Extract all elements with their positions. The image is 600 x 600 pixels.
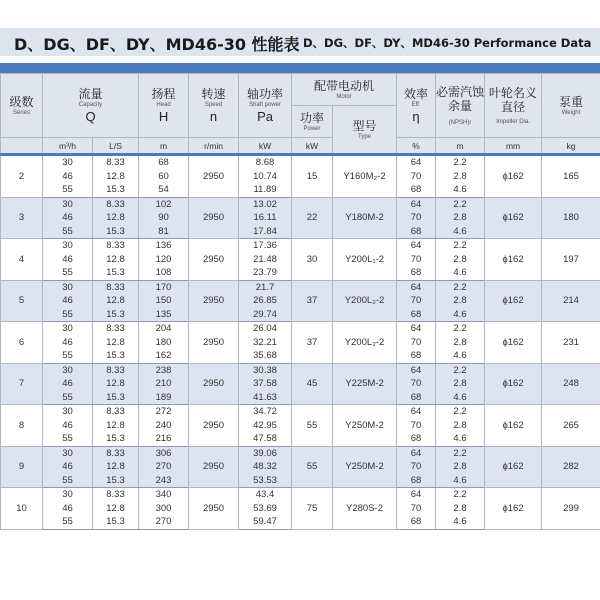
npsh-cell: 2.8 bbox=[436, 294, 485, 308]
impeller-dia-cell: ϕ162 bbox=[485, 280, 542, 322]
motor-type-cell: Y280S-2 bbox=[333, 488, 397, 530]
capacity-ls-cell: 15.3 bbox=[93, 183, 139, 197]
motor-power-cell: 37 bbox=[292, 322, 333, 364]
capacity-m3h-cell: 55 bbox=[43, 308, 93, 322]
unit-npsh: m bbox=[436, 138, 485, 155]
capacity-ls-cell: 12.8 bbox=[93, 253, 139, 267]
npsh-cell: 4.6 bbox=[436, 225, 485, 239]
capacity-ls-cell: 12.8 bbox=[93, 170, 139, 184]
npsh-cell: 2.8 bbox=[436, 211, 485, 225]
head-cell: 136 bbox=[139, 239, 189, 253]
table-body bbox=[1, 155, 600, 530]
col-header-motor: 配带电动机 Motor bbox=[292, 74, 397, 106]
weight-cell: 165 bbox=[542, 155, 600, 198]
head-cell: 306 bbox=[139, 446, 189, 460]
col-header-motor-type: 型号 Type bbox=[333, 106, 397, 155]
capacity-ls-cell: 12.8 bbox=[93, 419, 139, 433]
capacity-m3h-cell: 30 bbox=[43, 322, 93, 336]
capacity-ls-cell: 15.3 bbox=[93, 515, 139, 529]
motor-type-cell: Y200L₂-2 bbox=[333, 322, 397, 364]
head-cell: 340 bbox=[139, 488, 189, 502]
page-title-en: D、DG、DF、DY、MD46-30 Performance Data bbox=[303, 36, 592, 50]
capacity-m3h-cell: 46 bbox=[43, 211, 93, 225]
capacity-ls-cell: 8.33 bbox=[93, 363, 139, 377]
table-row bbox=[1, 280, 600, 294]
series-cell: 2 bbox=[1, 155, 43, 198]
capacity-m3h-cell: 30 bbox=[43, 197, 93, 211]
impeller-dia-cell: ϕ162 bbox=[485, 322, 542, 364]
table-row bbox=[1, 488, 600, 502]
eff-cell: 70 bbox=[397, 170, 436, 184]
table-row bbox=[1, 155, 600, 170]
speed-cell: 2950 bbox=[189, 446, 239, 488]
head-cell: 300 bbox=[139, 502, 189, 516]
head-cell: 189 bbox=[139, 391, 189, 405]
capacity-m3h-cell: 46 bbox=[43, 502, 93, 516]
npsh-cell: 2.2 bbox=[436, 488, 485, 502]
shaft-power-cell: 35.68 bbox=[239, 349, 292, 363]
capacity-ls-cell: 12.8 bbox=[93, 336, 139, 350]
npsh-cell: 2.8 bbox=[436, 170, 485, 184]
npsh-cell: 2.8 bbox=[436, 502, 485, 516]
head-cell: 238 bbox=[139, 363, 189, 377]
capacity-ls-cell: 15.3 bbox=[93, 349, 139, 363]
capacity-m3h-cell: 55 bbox=[43, 474, 93, 488]
npsh-cell: 2.2 bbox=[436, 239, 485, 253]
npsh-cell: 4.6 bbox=[436, 308, 485, 322]
head-cell: 270 bbox=[139, 515, 189, 529]
capacity-m3h-cell: 46 bbox=[43, 419, 93, 433]
shaft-power-cell: 59.47 bbox=[239, 515, 292, 529]
motor-power-cell: 30 bbox=[292, 239, 333, 281]
motor-power-cell: 75 bbox=[292, 488, 333, 530]
eff-cell: 70 bbox=[397, 211, 436, 225]
weight-cell: 282 bbox=[542, 446, 600, 488]
capacity-m3h-cell: 46 bbox=[43, 253, 93, 267]
head-cell: 68 bbox=[139, 155, 189, 170]
col-header-capacity: 流量 Capacity Q bbox=[43, 74, 139, 138]
col-header-shaft-power: 轴功率 Shaft power Pa bbox=[239, 74, 292, 138]
eff-cell: 68 bbox=[397, 225, 436, 239]
head-cell: 102 bbox=[139, 197, 189, 211]
table-row bbox=[1, 197, 600, 211]
shaft-power-cell: 30.38 bbox=[239, 363, 292, 377]
unit-weight: kg bbox=[542, 138, 600, 155]
motor-type-cell: Y250M-2 bbox=[333, 446, 397, 488]
unit-speed: r/min bbox=[189, 138, 239, 155]
table-row bbox=[1, 363, 600, 377]
head-cell: 240 bbox=[139, 419, 189, 433]
shaft-power-cell: 32.21 bbox=[239, 336, 292, 350]
capacity-ls-cell: 12.8 bbox=[93, 294, 139, 308]
weight-cell: 231 bbox=[542, 322, 600, 364]
shaft-power-cell: 29.74 bbox=[239, 308, 292, 322]
capacity-ls-cell: 12.8 bbox=[93, 377, 139, 391]
series-cell: 4 bbox=[1, 239, 43, 281]
shaft-power-cell: 43.4 bbox=[239, 488, 292, 502]
eff-cell: 68 bbox=[397, 474, 436, 488]
shaft-power-cell: 17.36 bbox=[239, 239, 292, 253]
capacity-m3h-cell: 30 bbox=[43, 280, 93, 294]
motor-power-cell: 45 bbox=[292, 363, 333, 405]
speed-cell: 2950 bbox=[189, 197, 239, 239]
motor-type-cell: Y160M₂-2 bbox=[333, 155, 397, 198]
capacity-ls-cell: 8.33 bbox=[93, 322, 139, 336]
capacity-m3h-cell: 46 bbox=[43, 460, 93, 474]
eff-cell: 64 bbox=[397, 155, 436, 170]
shaft-power-cell: 17.84 bbox=[239, 225, 292, 239]
head-cell: 120 bbox=[139, 253, 189, 267]
speed-cell: 2950 bbox=[189, 488, 239, 530]
npsh-cell: 2.8 bbox=[436, 419, 485, 433]
shaft-power-cell: 39.06 bbox=[239, 446, 292, 460]
capacity-ls-cell: 12.8 bbox=[93, 460, 139, 474]
speed-cell: 2950 bbox=[189, 239, 239, 281]
shaft-power-cell: 8.68 bbox=[239, 155, 292, 170]
capacity-m3h-cell: 46 bbox=[43, 377, 93, 391]
capacity-ls-cell: 8.33 bbox=[93, 280, 139, 294]
shaft-power-cell: 10.74 bbox=[239, 170, 292, 184]
npsh-cell: 4.6 bbox=[436, 391, 485, 405]
unit-q-ls: L/S bbox=[93, 138, 139, 155]
shaft-power-cell: 53.69 bbox=[239, 502, 292, 516]
eff-cell: 64 bbox=[397, 280, 436, 294]
weight-cell: 248 bbox=[542, 363, 600, 405]
npsh-cell: 2.8 bbox=[436, 377, 485, 391]
impeller-dia-cell: ϕ162 bbox=[485, 197, 542, 239]
eff-cell: 64 bbox=[397, 446, 436, 460]
capacity-ls-cell: 12.8 bbox=[93, 211, 139, 225]
capacity-m3h-cell: 55 bbox=[43, 266, 93, 280]
units-row bbox=[1, 138, 600, 155]
weight-cell: 265 bbox=[542, 405, 600, 447]
shaft-power-cell: 26.04 bbox=[239, 322, 292, 336]
capacity-m3h-cell: 46 bbox=[43, 336, 93, 350]
capacity-ls-cell: 15.3 bbox=[93, 432, 139, 446]
capacity-ls-cell: 15.3 bbox=[93, 391, 139, 405]
series-cell: 6 bbox=[1, 322, 43, 364]
series-cell: 10 bbox=[1, 488, 43, 530]
head-cell: 243 bbox=[139, 474, 189, 488]
head-cell: 180 bbox=[139, 336, 189, 350]
capacity-m3h-cell: 55 bbox=[43, 515, 93, 529]
speed-cell: 2950 bbox=[189, 405, 239, 447]
capacity-m3h-cell: 30 bbox=[43, 405, 93, 419]
table-row bbox=[1, 239, 600, 253]
speed-cell: 2950 bbox=[189, 363, 239, 405]
npsh-cell: 2.2 bbox=[436, 405, 485, 419]
eff-cell: 64 bbox=[397, 239, 436, 253]
eff-cell: 64 bbox=[397, 197, 436, 211]
capacity-m3h-cell: 30 bbox=[43, 155, 93, 170]
series-cell: 3 bbox=[1, 197, 43, 239]
head-cell: 60 bbox=[139, 170, 189, 184]
eff-cell: 70 bbox=[397, 502, 436, 516]
impeller-dia-cell: ϕ162 bbox=[485, 239, 542, 281]
motor-power-cell: 22 bbox=[292, 197, 333, 239]
title-band bbox=[0, 28, 600, 56]
shaft-power-cell: 42.95 bbox=[239, 419, 292, 433]
shaft-power-cell: 16.11 bbox=[239, 211, 292, 225]
head-cell: 81 bbox=[139, 225, 189, 239]
head-cell: 135 bbox=[139, 308, 189, 322]
table-row bbox=[1, 322, 600, 336]
capacity-m3h-cell: 30 bbox=[43, 239, 93, 253]
speed-cell: 2950 bbox=[189, 155, 239, 198]
col-header-speed: 转速 Speed n bbox=[189, 74, 239, 138]
capacity-m3h-cell: 30 bbox=[43, 488, 93, 502]
npsh-cell: 2.2 bbox=[436, 322, 485, 336]
unit-series bbox=[1, 138, 43, 155]
shaft-power-cell: 21.7 bbox=[239, 280, 292, 294]
capacity-ls-cell: 15.3 bbox=[93, 266, 139, 280]
eff-cell: 70 bbox=[397, 336, 436, 350]
capacity-m3h-cell: 55 bbox=[43, 432, 93, 446]
npsh-cell: 4.6 bbox=[436, 432, 485, 446]
capacity-ls-cell: 8.33 bbox=[93, 239, 139, 253]
eff-cell: 70 bbox=[397, 253, 436, 267]
impeller-dia-cell: ϕ162 bbox=[485, 488, 542, 530]
eff-cell: 70 bbox=[397, 460, 436, 474]
col-header-series: 级数 Series bbox=[1, 74, 43, 138]
capacity-ls-cell: 15.3 bbox=[93, 225, 139, 239]
npsh-cell: 4.6 bbox=[436, 515, 485, 529]
eff-cell: 68 bbox=[397, 391, 436, 405]
col-header-head: 扬程 Head H bbox=[139, 74, 189, 138]
table-row bbox=[1, 446, 600, 460]
impeller-dia-cell: ϕ162 bbox=[485, 405, 542, 447]
eff-cell: 68 bbox=[397, 515, 436, 529]
head-cell: 162 bbox=[139, 349, 189, 363]
motor-type-cell: Y200L₂-2 bbox=[333, 280, 397, 322]
col-header-npsh: 必需汽蚀余量 (NPSH)r bbox=[436, 74, 485, 138]
eff-cell: 64 bbox=[397, 363, 436, 377]
motor-type-cell: Y200L₁-2 bbox=[333, 239, 397, 281]
capacity-m3h-cell: 55 bbox=[43, 183, 93, 197]
npsh-cell: 4.6 bbox=[436, 349, 485, 363]
eff-cell: 64 bbox=[397, 405, 436, 419]
eff-cell: 68 bbox=[397, 266, 436, 280]
unit-eff: % bbox=[397, 138, 436, 155]
capacity-ls-cell: 15.3 bbox=[93, 308, 139, 322]
motor-type-cell: Y225M-2 bbox=[333, 363, 397, 405]
head-cell: 170 bbox=[139, 280, 189, 294]
npsh-cell: 4.6 bbox=[436, 183, 485, 197]
shaft-power-cell: 11.89 bbox=[239, 183, 292, 197]
impeller-dia-cell: ϕ162 bbox=[485, 363, 542, 405]
eff-cell: 68 bbox=[397, 432, 436, 446]
npsh-cell: 2.8 bbox=[436, 460, 485, 474]
capacity-m3h-cell: 55 bbox=[43, 349, 93, 363]
shaft-power-cell: 21.48 bbox=[239, 253, 292, 267]
performance-table bbox=[0, 73, 600, 530]
eff-cell: 68 bbox=[397, 183, 436, 197]
shaft-power-cell: 23.79 bbox=[239, 266, 292, 280]
shaft-power-cell: 26.85 bbox=[239, 294, 292, 308]
head-cell: 90 bbox=[139, 211, 189, 225]
npsh-cell: 2.8 bbox=[436, 336, 485, 350]
head-cell: 272 bbox=[139, 405, 189, 419]
npsh-cell: 4.6 bbox=[436, 266, 485, 280]
capacity-m3h-cell: 55 bbox=[43, 391, 93, 405]
col-header-motor-power: 功率 Power bbox=[292, 106, 333, 138]
col-header-eff: 效率 Eff. η bbox=[397, 74, 436, 138]
capacity-ls-cell: 8.33 bbox=[93, 155, 139, 170]
motor-power-cell: 55 bbox=[292, 405, 333, 447]
shaft-power-cell: 13.02 bbox=[239, 197, 292, 211]
series-cell: 9 bbox=[1, 446, 43, 488]
head-cell: 210 bbox=[139, 377, 189, 391]
weight-cell: 299 bbox=[542, 488, 600, 530]
eff-cell: 68 bbox=[397, 349, 436, 363]
capacity-m3h-cell: 46 bbox=[43, 294, 93, 308]
head-cell: 150 bbox=[139, 294, 189, 308]
shaft-power-cell: 48.32 bbox=[239, 460, 292, 474]
motor-power-cell: 15 bbox=[292, 155, 333, 198]
col-header-impeller: 叶轮名义直径 Impeller Dia. bbox=[485, 74, 542, 138]
capacity-m3h-cell: 30 bbox=[43, 363, 93, 377]
npsh-cell: 2.2 bbox=[436, 155, 485, 170]
weight-cell: 180 bbox=[542, 197, 600, 239]
shaft-power-cell: 41.63 bbox=[239, 391, 292, 405]
series-cell: 5 bbox=[1, 280, 43, 322]
unit-head: m bbox=[139, 138, 189, 155]
impeller-dia-cell: ϕ162 bbox=[485, 155, 542, 198]
npsh-cell: 2.2 bbox=[436, 363, 485, 377]
weight-cell: 214 bbox=[542, 280, 600, 322]
npsh-cell: 4.6 bbox=[436, 474, 485, 488]
head-cell: 108 bbox=[139, 266, 189, 280]
eff-cell: 70 bbox=[397, 377, 436, 391]
impeller-dia-cell: ϕ162 bbox=[485, 446, 542, 488]
eff-cell: 64 bbox=[397, 488, 436, 502]
motor-power-cell: 55 bbox=[292, 446, 333, 488]
head-cell: 270 bbox=[139, 460, 189, 474]
npsh-cell: 2.8 bbox=[436, 253, 485, 267]
head-cell: 216 bbox=[139, 432, 189, 446]
capacity-ls-cell: 8.33 bbox=[93, 446, 139, 460]
eff-cell: 64 bbox=[397, 322, 436, 336]
capacity-ls-cell: 8.33 bbox=[93, 488, 139, 502]
shaft-power-cell: 53.53 bbox=[239, 474, 292, 488]
motor-type-cell: Y250M-2 bbox=[333, 405, 397, 447]
capacity-m3h-cell: 46 bbox=[43, 170, 93, 184]
unit-motor-power: kW bbox=[292, 138, 333, 155]
capacity-m3h-cell: 30 bbox=[43, 446, 93, 460]
col-header-weight: 泵重 Weight bbox=[542, 74, 600, 138]
page-title-cn: D、DG、DF、DY、MD46-30 性能表 bbox=[14, 35, 300, 54]
motor-power-cell: 37 bbox=[292, 280, 333, 322]
speed-cell: 2950 bbox=[189, 322, 239, 364]
head-cell: 204 bbox=[139, 322, 189, 336]
npsh-cell: 2.2 bbox=[436, 446, 485, 460]
npsh-cell: 2.2 bbox=[436, 280, 485, 294]
motor-type-cell: Y180M-2 bbox=[333, 197, 397, 239]
series-cell: 7 bbox=[1, 363, 43, 405]
capacity-ls-cell: 8.33 bbox=[93, 405, 139, 419]
shaft-power-cell: 34.72 bbox=[239, 405, 292, 419]
shaft-power-cell: 47.58 bbox=[239, 432, 292, 446]
shaft-power-cell: 37.58 bbox=[239, 377, 292, 391]
capacity-ls-cell: 15.3 bbox=[93, 474, 139, 488]
series-cell: 8 bbox=[1, 405, 43, 447]
speed-cell: 2950 bbox=[189, 280, 239, 322]
eff-cell: 70 bbox=[397, 294, 436, 308]
eff-cell: 70 bbox=[397, 419, 436, 433]
capacity-m3h-cell: 55 bbox=[43, 225, 93, 239]
eff-cell: 68 bbox=[397, 308, 436, 322]
head-cell: 54 bbox=[139, 183, 189, 197]
capacity-ls-cell: 12.8 bbox=[93, 502, 139, 516]
weight-cell: 197 bbox=[542, 239, 600, 281]
capacity-ls-cell: 8.33 bbox=[93, 197, 139, 211]
table-row bbox=[1, 405, 600, 419]
unit-dia: mm bbox=[485, 138, 542, 155]
accent-bar bbox=[0, 63, 600, 73]
npsh-cell: 2.2 bbox=[436, 197, 485, 211]
unit-q-m3h: m³/h bbox=[43, 138, 93, 155]
unit-shaft-power: kW bbox=[239, 138, 292, 155]
